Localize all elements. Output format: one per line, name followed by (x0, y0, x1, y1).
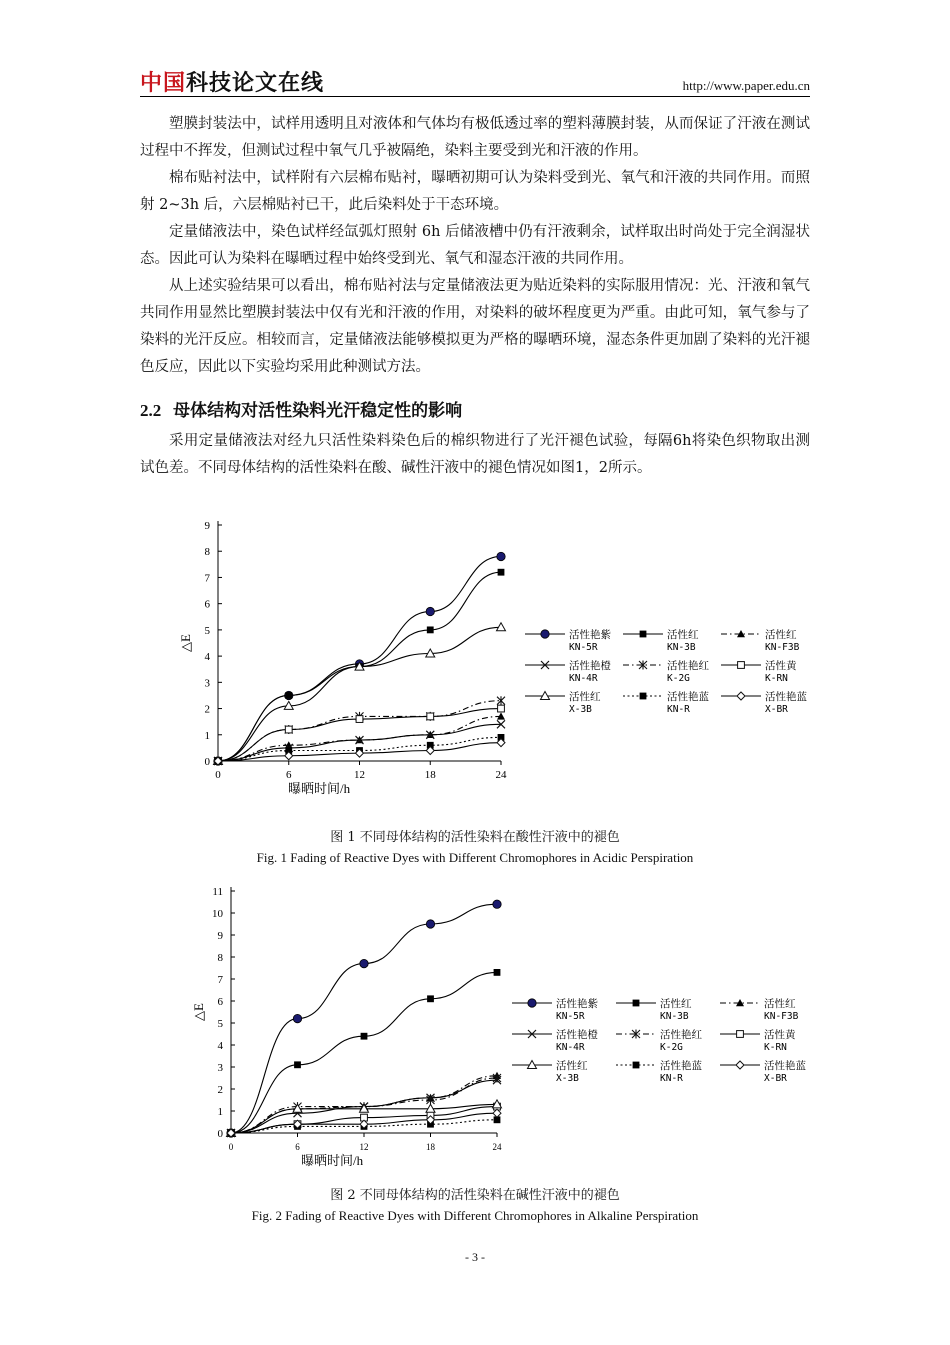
y-tick-label: 3 (204, 677, 210, 690)
legend-item (720, 997, 799, 1022)
legend-item (721, 628, 800, 653)
y-tick-label: 1 (217, 1106, 223, 1118)
series-kn-5r (214, 552, 505, 765)
data-point (285, 726, 292, 733)
legend-series-code: KN-R (660, 1073, 683, 1084)
section-heading (140, 396, 462, 421)
legend-item (512, 1059, 588, 1084)
y-tick-label: 6 (204, 598, 210, 611)
legend-series-code: KN-5R (556, 1011, 585, 1022)
legend-marker (736, 1061, 744, 1069)
legend-series-code: KN-3B (660, 1011, 689, 1022)
legend-series-name: 活性艳蓝 (764, 1060, 806, 1072)
y-tick-label: 0 (204, 756, 210, 768)
legend-series-name: 活性艳橙 (569, 660, 611, 672)
legend-item (525, 690, 601, 715)
data-point (426, 607, 434, 615)
legend-series-code: K-RN (765, 673, 788, 684)
y-axis-label: △E (178, 634, 193, 652)
y-tick-label: 2 (204, 703, 210, 716)
legend-series-code: KN-R (667, 704, 690, 715)
legend-item (623, 628, 699, 653)
y-tick-label: 8 (204, 546, 210, 559)
section-paragraph: 采用定量储液法对经九只活性染料染色后的棉织物进行了光汗褪色试验，每隔6h将染色织物取出测试色差。不同母体结构的活性染料在酸、碱性汗液中的褪色情况如图1，2所示。 (140, 433, 810, 476)
legend-series-code: K-RN (764, 1042, 787, 1053)
data-point (427, 713, 434, 720)
data-point (285, 692, 292, 699)
legend-series-code: KN-F3B (765, 642, 800, 653)
legend-marker (633, 1062, 640, 1069)
legend-series-code: KN-4R (556, 1042, 585, 1053)
legend-marker (541, 630, 549, 638)
legend-series-code: KN-F3B (764, 1011, 799, 1022)
x-tick-label: 6 (295, 1142, 300, 1152)
paragraph-2: 棉布贴衬法中，试样附有六层棉布贴衬，曝晒初期可认为染料受到光、氧气和汗液的共同作用。而照射 2~3h 后，六层棉贴衬已干，此后染料处于干态环境。 (140, 170, 810, 213)
paragraph-4: 从上述实验结果可以看出，棉布贴衬法与定量储液法更为贴近染料的实际服用情况：光、汗液和氧气共同作用显然比塑膜封装法中仅有光和汗液的作用，对染料的破坏程度更为严重。由此可知，氧气参与了染料的光汗反应。相较而言，定量储液法能够模拟更为严格的曝晒环境，湿态条件更加剧了染料的光汗褪色反应，因此以下实验均采用此种测试方法。 (140, 278, 810, 375)
legend-item (512, 1028, 598, 1053)
legend-item (720, 1059, 806, 1084)
legend-series-name: 活性黄 (765, 660, 797, 672)
data-point (361, 1033, 368, 1040)
paragraph-3: 定量储液法中，染色试样经氙弧灯照射 6h 后储液槽中仍有汗液剩余，试样取出时尚处于完全润湿状态。因此可认为染料在曝晒过程中始终受到光、氧气和湿态汗液的共同作用。 (140, 224, 810, 267)
legend-series-name: 活性艳蓝 (667, 691, 709, 703)
series-line (218, 556, 501, 761)
y-axis-label: △E (191, 1003, 206, 1021)
legend-item (512, 997, 598, 1022)
legend-marker (528, 999, 536, 1007)
legend-item (525, 659, 611, 684)
y-tick-label: 8 (217, 952, 223, 964)
data-point (294, 1061, 301, 1068)
series-line (231, 904, 497, 1133)
figure-1-caption-cn: 图 1 不同母体结构的活性染料在酸性汗液中的褪色 (330, 830, 620, 845)
journal-logo: 中国科技论文在线 (140, 71, 325, 96)
x-tick-label: 0 (228, 1142, 234, 1152)
figure-1-caption-en: Fig. 1 Fading of Reactive Dyes with Different Chromophores in Acidic Perspiration (256, 850, 694, 865)
legend-series-name: 活性红 (667, 629, 699, 641)
page-number: - 3 - (465, 1250, 485, 1264)
header-rule (140, 96, 810, 97)
legend-series-code: KN-3B (667, 642, 696, 653)
x-axis-label: 曝晒时间/h (288, 781, 351, 796)
legend-marker (738, 662, 745, 669)
data-point (293, 1014, 301, 1022)
legend-series-name: 活性艳红 (660, 1029, 702, 1041)
legend-series-code: KN-5R (569, 642, 598, 653)
y-tick-label: 2 (217, 1084, 223, 1096)
y-tick-label: 10 (212, 908, 223, 920)
y-tick-label: 5 (217, 1018, 223, 1030)
figure-2-caption-cn: 图 2 不同母体结构的活性染料在碱性汗液中的褪色 (330, 1188, 620, 1203)
y-tick-label: 0 (217, 1128, 223, 1140)
legend-series-name: 活性艳红 (667, 660, 709, 672)
legend-series-name: 活性艳蓝 (765, 691, 807, 703)
header-url[interactable]: http://www.paper.edu.cn (682, 78, 810, 93)
x-axis-label: 曝晒时间/h (301, 1153, 364, 1168)
legend-marker (633, 1000, 640, 1007)
y-tick-label: 1 (204, 729, 210, 742)
legend-series-name: 活性艳蓝 (660, 1060, 702, 1072)
data-point (497, 552, 505, 560)
legend (512, 997, 806, 1084)
y-tick-label: 9 (217, 930, 223, 942)
y-tick-label: 3 (217, 1062, 223, 1074)
y-tick-label: 9 (204, 520, 210, 532)
legend (525, 628, 807, 715)
legend-item (721, 690, 807, 715)
legend-series-code: K-2G (660, 1042, 683, 1053)
legend-item (616, 1059, 702, 1084)
x-tick-label: 18 (424, 769, 436, 781)
data-point (426, 920, 434, 928)
legend-series-name: 活性黄 (764, 1029, 796, 1041)
data-point (494, 969, 501, 976)
legend-series-code: KN-4R (569, 673, 598, 684)
legend-item (616, 1028, 702, 1053)
legend-series-code: X-BR (765, 704, 788, 715)
y-tick-label: 11 (212, 886, 223, 898)
x-tick-label: 12 (359, 1142, 369, 1152)
legend-series-code: K-2G (667, 673, 690, 684)
figure-2-caption-en: Fig. 2 Fading of Reactive Dyes with Different Chromophores in Alkaline Perspiration (251, 1208, 699, 1223)
x-tick-label: 18 (426, 1142, 435, 1152)
legend-series-name: 活性艳紫 (556, 998, 598, 1010)
legend-series-name: 活性红 (765, 629, 797, 641)
data-point (498, 569, 505, 576)
data-point (356, 716, 363, 723)
legend-marker (640, 631, 647, 638)
legend-series-code: X-3B (556, 1073, 579, 1084)
y-tick-label: 7 (204, 572, 210, 585)
y-tick-label: 5 (204, 624, 210, 637)
page-header (140, 66, 810, 96)
y-tick-label: 4 (204, 651, 210, 664)
section-title: 母体结构对活性染料光汗稳定性的影响 (173, 401, 463, 421)
y-tick-label: 6 (217, 996, 223, 1008)
figure-2-chart (180, 880, 830, 1180)
legend-marker (737, 1031, 744, 1038)
data-point (360, 959, 368, 967)
series-x-3b (214, 623, 506, 765)
legend-series-name: 活性艳紫 (569, 629, 611, 641)
x-tick-label: 6 (286, 769, 292, 781)
x-tick-label: 12 (354, 769, 365, 781)
legend-item (623, 659, 709, 684)
figure-1-chart (180, 510, 830, 810)
data-point (493, 900, 501, 908)
legend-series-code: X-3B (569, 704, 592, 715)
data-point (497, 623, 506, 631)
legend-series-name: 活性红 (764, 998, 796, 1010)
legend-marker (737, 692, 745, 700)
legend-item (525, 628, 611, 653)
legend-series-name: 活性艳橙 (556, 1029, 598, 1041)
legend-series-name: 活性红 (660, 998, 692, 1010)
data-point (498, 705, 505, 712)
legend-series-code: X-BR (764, 1073, 787, 1084)
x-tick-label: 0 (215, 769, 221, 781)
section-number: 2.2 (140, 401, 162, 420)
legend-item (721, 659, 797, 684)
y-tick-label: 7 (217, 974, 223, 986)
y-tick-label: 4 (217, 1040, 223, 1052)
legend-item (616, 997, 692, 1022)
legend-series-name: 活性红 (556, 1060, 588, 1072)
data-point (427, 626, 434, 633)
series-kn-5r (227, 900, 501, 1137)
legend-item (720, 1028, 796, 1053)
legend-marker (640, 693, 647, 700)
x-tick-label: 24 (495, 769, 507, 781)
paragraph-1: 塑膜封装法中，试样用透明且对液体和气体均有极低透过率的塑料薄膜封装，从而保证了汗液在测试过程中不挥发，但测试过程中氧气几乎被隔绝，染料主要受到光和汗液的作用。 (140, 116, 810, 159)
x-tick-label: 24 (492, 1142, 502, 1152)
data-point (427, 995, 434, 1002)
legend-series-name: 活性红 (569, 691, 601, 703)
legend-item (623, 690, 709, 715)
